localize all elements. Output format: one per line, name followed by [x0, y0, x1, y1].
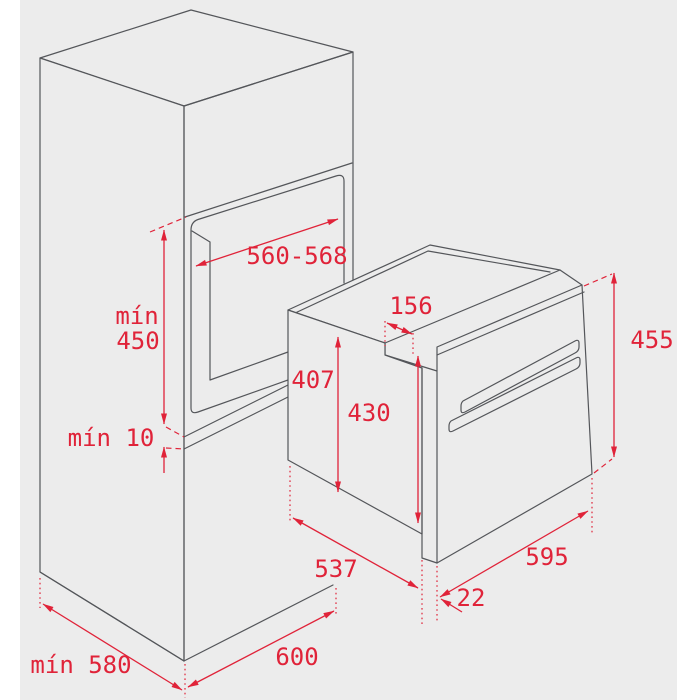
dim-body-height-label: 407: [291, 366, 335, 394]
dim-cabinet-depth-label: mín 580: [30, 651, 132, 679]
dim-front-overhang-label: 22: [456, 584, 486, 612]
cabinet-left-face: [40, 58, 184, 661]
dim-front-width-label: 595: [525, 543, 569, 571]
dim-niche-height-label-word: mín: [115, 302, 159, 330]
dim-front-height-label: 455: [630, 326, 674, 354]
dim-bottom-clearance-label: mín 10: [67, 424, 155, 452]
dim-cabinet-width-label: 600: [275, 643, 319, 671]
dim-niche-height-label-value: 450: [116, 327, 160, 355]
dim-inner-height-label: 430: [347, 399, 391, 427]
dim-body-depth-label: 537: [314, 555, 358, 583]
dim-niche-width-label: 560-568: [246, 242, 348, 270]
dim-top-recess-label: 156: [389, 292, 433, 320]
